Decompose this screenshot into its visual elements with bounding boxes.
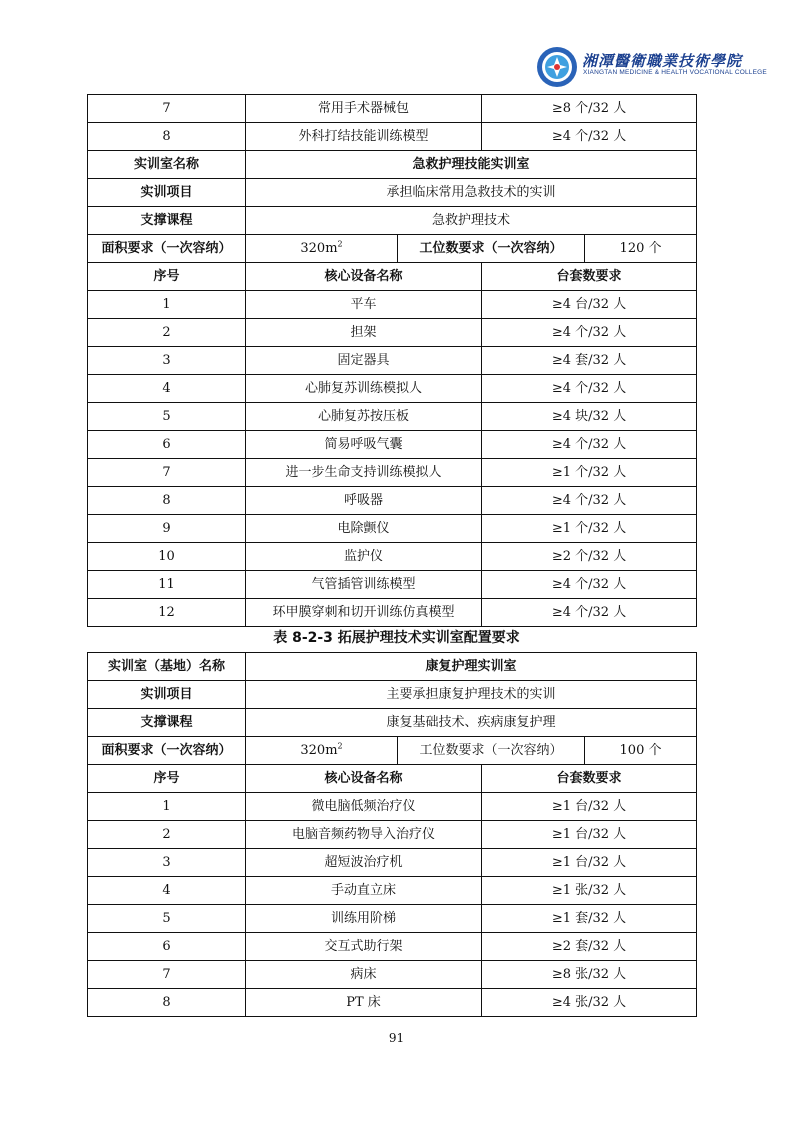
- table-row: [88, 543, 697, 571]
- table-row: [88, 821, 697, 849]
- row-equipment: 心肺复苏按压板: [246, 403, 482, 431]
- row-quantity: ≥8 个/32 人: [482, 95, 697, 123]
- row-quantity: ≥4 个/32 人: [482, 431, 697, 459]
- row-quantity: ≥8 张/32 人: [482, 961, 697, 989]
- row-no: 12: [88, 599, 246, 627]
- row-quantity: ≥1 套/32 人: [482, 905, 697, 933]
- table-caption: 表 8-2-3 拓展护理技术实训室配置要求: [273, 630, 520, 646]
- room-name-value: 康复护理实训室: [246, 653, 697, 681]
- table-row: [88, 793, 697, 821]
- row-no: 4: [88, 877, 246, 905]
- row-quantity: ≥1 台/32 人: [482, 821, 697, 849]
- table-row: [88, 877, 697, 905]
- course-label: 支撑课程: [88, 207, 246, 235]
- college-name: 湘潭醫衛職業技術學院: [582, 52, 743, 70]
- header-no: 序号: [88, 263, 246, 291]
- row-quantity: ≥1 张/32 人: [482, 877, 697, 905]
- page-number: 91: [388, 1031, 405, 1045]
- table-row: [88, 403, 697, 431]
- rehab-nursing-table: [87, 652, 697, 1017]
- table-row: [88, 599, 697, 627]
- row-quantity: ≥4 台/32 人: [482, 291, 697, 319]
- row-equipment: 固定器具: [246, 347, 482, 375]
- seat-label: 工位数要求（一次容纳）: [398, 737, 585, 765]
- row-no: 8: [88, 123, 246, 151]
- row-no: 3: [88, 347, 246, 375]
- project-value: 承担临床常用急救技术的实训: [246, 179, 697, 207]
- row-equipment: 气管插管训练模型: [246, 571, 482, 599]
- table-row: [88, 459, 697, 487]
- course-value: 康复基础技术、疾病康复护理: [246, 709, 697, 737]
- row-no: 3: [88, 849, 246, 877]
- college-name-en: XIANGTAN MEDICINE & HEALTH VOCATIONAL COLLEGE: [583, 69, 767, 76]
- row-equipment: 心肺复苏训练模拟人: [246, 375, 482, 403]
- row-quantity: ≥1 个/32 人: [482, 515, 697, 543]
- row-no: 5: [88, 403, 246, 431]
- seat-label: 工位数要求（一次容纳）: [398, 235, 585, 263]
- row-quantity: ≥1 台/32 人: [482, 793, 697, 821]
- row-equipment: 交互式助行架: [246, 933, 482, 961]
- row-quantity: ≥4 个/32 人: [482, 571, 697, 599]
- table-row: [88, 905, 697, 933]
- row-no: 9: [88, 515, 246, 543]
- row-quantity: ≥4 块/32 人: [482, 403, 697, 431]
- table-row: [88, 961, 697, 989]
- seat-value: 100 个: [585, 737, 697, 765]
- row-quantity: ≥4 个/32 人: [482, 375, 697, 403]
- row-equipment: 担架: [246, 319, 482, 347]
- course-value: 急救护理技术: [246, 207, 697, 235]
- row-equipment: 手动直立床: [246, 877, 482, 905]
- row-quantity: ≥4 套/32 人: [482, 347, 697, 375]
- row-equipment: 平车: [246, 291, 482, 319]
- row-equipment: 电除颤仪: [246, 515, 482, 543]
- table-row: [88, 571, 697, 599]
- project-label: 实训项目: [88, 681, 246, 709]
- table-row: [88, 95, 697, 123]
- row-quantity: ≥4 个/32 人: [482, 123, 697, 151]
- row-quantity: ≥1 台/32 人: [482, 849, 697, 877]
- row-quantity: ≥1 个/32 人: [482, 459, 697, 487]
- area-value: $320m^2$: [246, 235, 398, 263]
- area-value: $320m^2$: [246, 737, 398, 765]
- row-no: 4: [88, 375, 246, 403]
- row-no: 7: [88, 95, 246, 123]
- room-name-label: 实训室名称: [88, 151, 246, 179]
- row-equipment: PT 床: [246, 989, 482, 1017]
- row-quantity: ≥4 个/32 人: [482, 319, 697, 347]
- row-no: 7: [88, 459, 246, 487]
- row-equipment: 环甲膜穿刺和切开训练仿真模型: [246, 599, 482, 627]
- row-equipment: 简易呼吸气囊: [246, 431, 482, 459]
- seat-value: 120 个: [585, 235, 697, 263]
- table-row: [88, 319, 697, 347]
- row-no: 1: [88, 291, 246, 319]
- row-equipment: 微电脑低频治疗仪: [246, 793, 482, 821]
- project-value: 主要承担康复护理技术的实训: [246, 681, 697, 709]
- row-equipment: 训练用阶梯: [246, 905, 482, 933]
- row-no: 8: [88, 487, 246, 515]
- row-equipment: 病床: [246, 961, 482, 989]
- row-equipment: 进一步生命支持训练模拟人: [246, 459, 482, 487]
- table-row: [88, 989, 697, 1017]
- row-equipment: 外科打结技能训练模型: [246, 123, 482, 151]
- header-no: 序号: [88, 765, 246, 793]
- area-label: 面积要求（一次容纳）: [88, 235, 246, 263]
- header-equipment: 核心设备名称: [246, 765, 482, 793]
- table-row: [88, 515, 697, 543]
- table-row: [88, 849, 697, 877]
- row-no: 7: [88, 961, 246, 989]
- table-row: [88, 347, 697, 375]
- table-row: [88, 123, 697, 151]
- row-equipment: 常用手术器械包: [246, 95, 482, 123]
- table-row: [88, 291, 697, 319]
- emergency-nursing-table: [87, 94, 697, 627]
- row-quantity: ≥2 个/32 人: [482, 543, 697, 571]
- row-no: 6: [88, 933, 246, 961]
- row-no: 6: [88, 431, 246, 459]
- row-no: 8: [88, 989, 246, 1017]
- row-no: 11: [88, 571, 246, 599]
- row-no: 5: [88, 905, 246, 933]
- row-equipment: 电脑音频药物导入治疗仪: [246, 821, 482, 849]
- row-equipment: 监护仪: [246, 543, 482, 571]
- row-quantity: ≥4 个/32 人: [482, 487, 697, 515]
- course-label: 支撑课程: [88, 709, 246, 737]
- project-label: 实训项目: [88, 179, 246, 207]
- row-no: 2: [88, 319, 246, 347]
- area-label: 面积要求（一次容纳）: [88, 737, 246, 765]
- header-quantity: 台套数要求: [482, 765, 697, 793]
- room-name-label: 实训室（基地）名称: [88, 653, 246, 681]
- table-row: [88, 431, 697, 459]
- table-row: [88, 933, 697, 961]
- row-no: 10: [88, 543, 246, 571]
- header-equipment: 核心设备名称: [246, 263, 482, 291]
- table-row: [88, 375, 697, 403]
- room-name-value: 急救护理技能实训室: [246, 151, 697, 179]
- row-no: 2: [88, 821, 246, 849]
- row-quantity: ≥2 套/32 人: [482, 933, 697, 961]
- row-quantity: ≥4 个/32 人: [482, 599, 697, 627]
- row-no: 1: [88, 793, 246, 821]
- college-logo-icon: [536, 46, 578, 88]
- header-quantity: 台套数要求: [482, 263, 697, 291]
- row-quantity: ≥4 张/32 人: [482, 989, 697, 1017]
- row-equipment: 超短波治疗机: [246, 849, 482, 877]
- table-row: [88, 487, 697, 515]
- row-equipment: 呼吸器: [246, 487, 482, 515]
